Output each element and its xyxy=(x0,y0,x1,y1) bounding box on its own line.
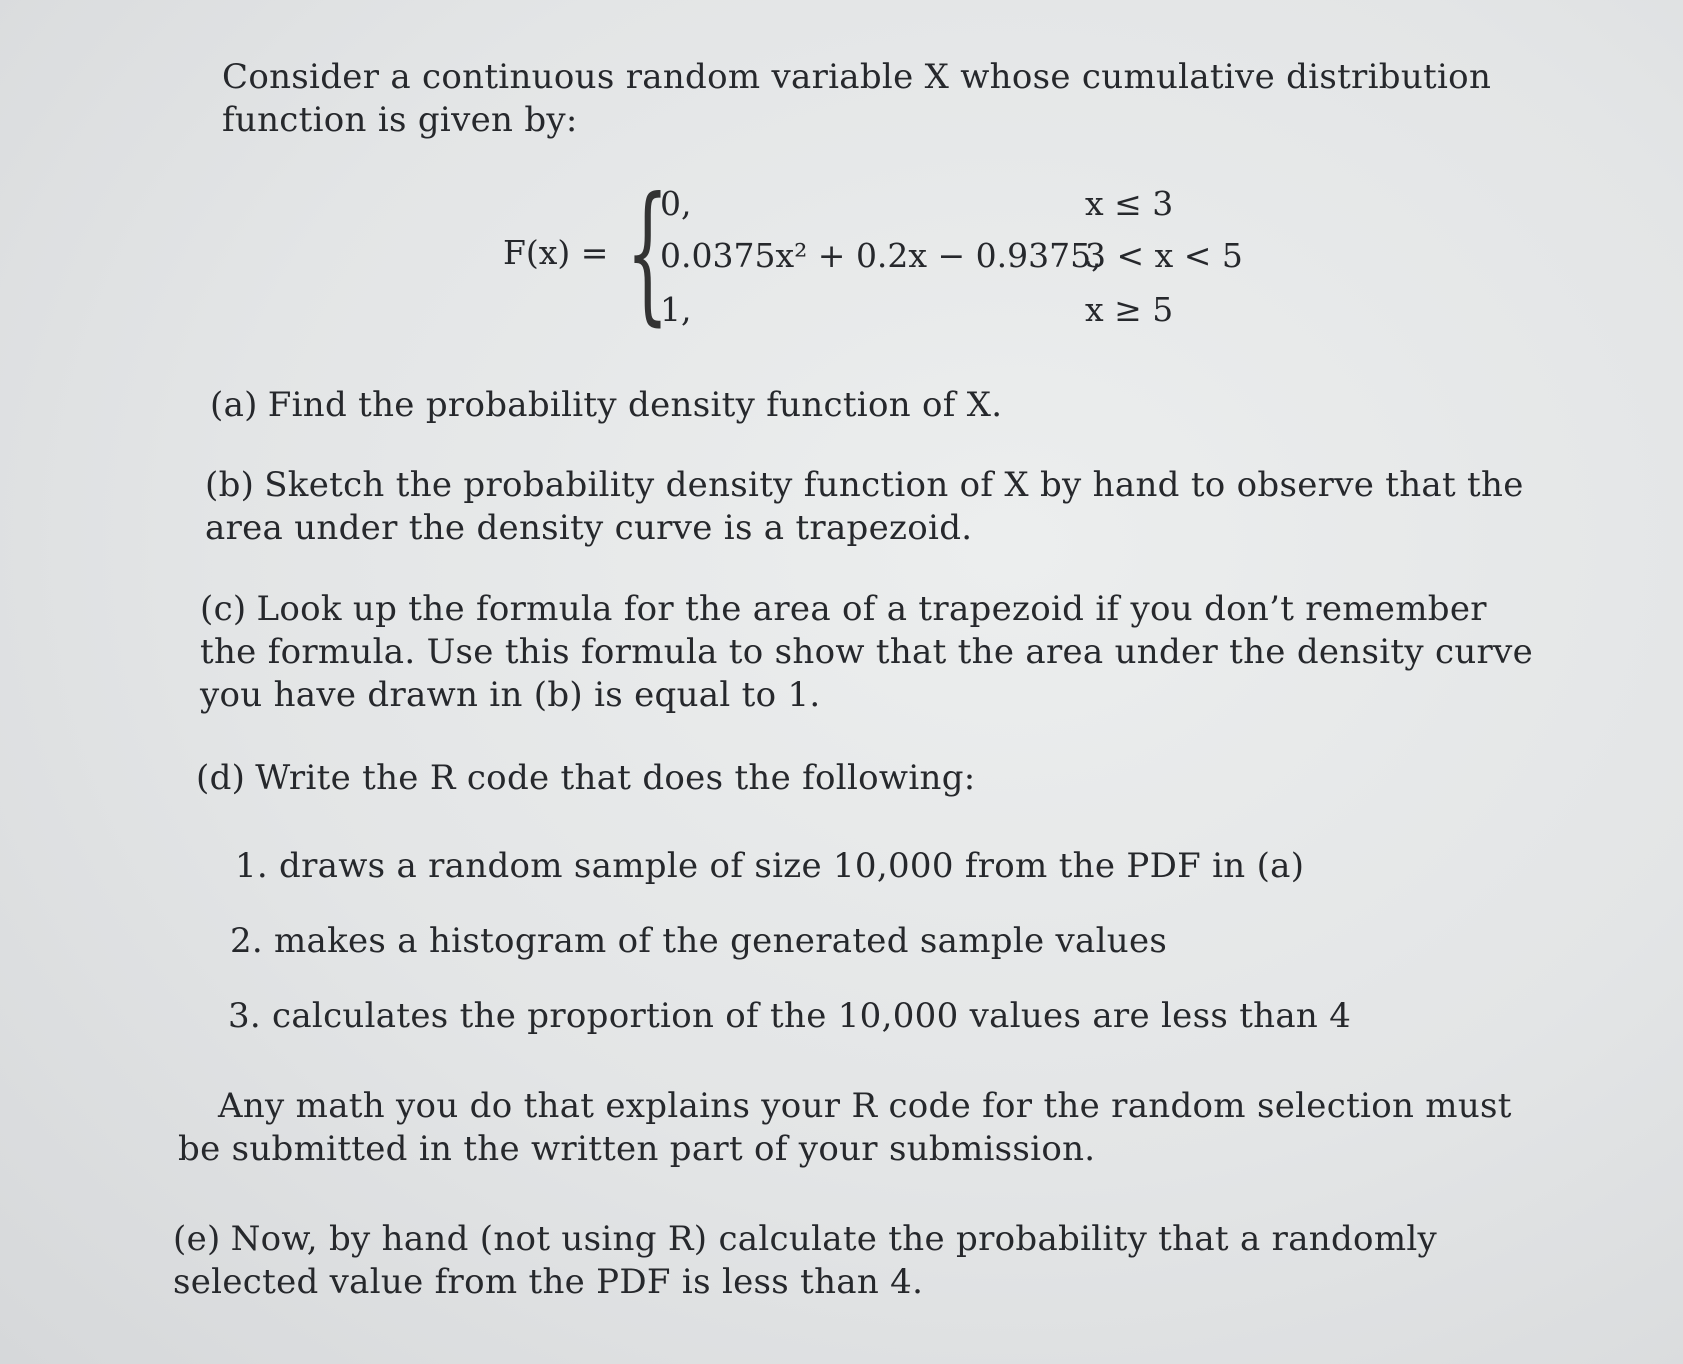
list-item-text: calculates the proportion of the 10,000 values are less than 4 xyxy=(272,996,1352,1036)
list-item-number: 1. xyxy=(235,846,269,886)
part-d-label: (d) xyxy=(196,758,246,798)
part-d xyxy=(196,757,1496,800)
part-b xyxy=(205,464,1540,550)
part-e-label: (e) xyxy=(173,1219,221,1259)
cdf-case-3-cond: x ≥ 5 xyxy=(1085,290,1174,329)
list-item-number: 2. xyxy=(230,921,264,961)
part-d-text: Write the R code that does the following: xyxy=(255,758,976,798)
r-code-note xyxy=(178,1085,1548,1171)
part-a-text: Find the probability density function of X. xyxy=(267,385,1003,425)
cdf-case-2-expr: 0.0375x² + 0.2x − 0.9375, xyxy=(660,236,1102,275)
list-item-text: makes a histogram of the generated sample values xyxy=(274,921,1168,961)
part-c-text: Look up the formula for the area of a trapezoid if you don’t remember the formula. Use this formula to show that the area under the density curve you have drawn in (b) is equal to 1. xyxy=(200,589,1534,715)
cdf-case-1-expr: 0, xyxy=(660,184,692,223)
part-e xyxy=(173,1218,1553,1304)
part-a xyxy=(210,384,1540,427)
part-c-label: (c) xyxy=(200,589,247,629)
list-item xyxy=(228,995,1428,1038)
cdf-case-3-expr: 1, xyxy=(660,290,692,329)
list-item xyxy=(230,920,1430,963)
cdf-lhs: F(x) = xyxy=(503,233,609,272)
part-b-text: Sketch the probability density function of X by hand to observe that the area under the density curve is a trapezoid. xyxy=(205,465,1524,548)
cdf-case-1-cond: x ≤ 3 xyxy=(1085,184,1174,223)
part-c xyxy=(200,588,1540,717)
cdf-case-2-cond: 3 < x < 5 xyxy=(1085,236,1243,275)
part-e-text: Now, by hand (not using R) calculate the probability that a randomly selected value from the PDF is less than 4. xyxy=(173,1219,1438,1302)
part-a-label: (a) xyxy=(210,385,258,425)
part-b-label: (b) xyxy=(205,465,255,505)
list-item xyxy=(235,845,1435,888)
intro-paragraph: Consider a continuous random variable X whose cumulative distribution function is given by: xyxy=(222,57,1492,140)
list-item-number: 3. xyxy=(228,996,262,1036)
list-item-text: draws a random sample of size 10,000 from the PDF in (a) xyxy=(279,846,1305,886)
note-text: Any math you do that explains your R code for the random selection must be submitted in the written part of your submission. xyxy=(178,1086,1512,1169)
cases-brace: { xyxy=(626,166,669,340)
